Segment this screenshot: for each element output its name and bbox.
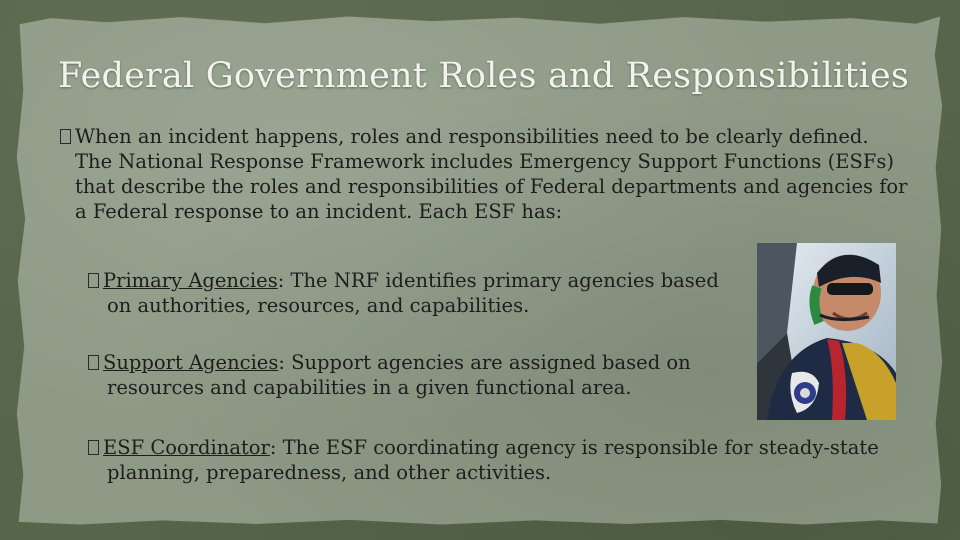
slide-title: Federal Government Roles and Responsibilities	[58, 56, 910, 96]
coordinator-photo	[757, 243, 896, 420]
checkbox-bullet-icon	[88, 355, 99, 370]
item-text: : The ESF coordinating agency is responsible for steady-state planning, preparedness, and other activities.	[107, 436, 879, 484]
item-term: Primary Agencies	[103, 269, 278, 292]
list-item	[88, 268, 747, 318]
item-text: : The NRF identifies primary agencies based on authorities, resources, and capabilities.	[107, 269, 719, 317]
checkbox-bullet-icon	[88, 273, 99, 288]
slide-body	[60, 124, 910, 484]
intro-text: When an incident happens, roles and responsibilities need to be clearly defined. The National Response Framework includes Emergency Support Functions (ESFs) that describe the roles and responsibilities of Federal departments and agencies for a Federal response to an incident. Each ESF has:	[75, 125, 908, 223]
item-term: Support Agencies	[103, 351, 279, 374]
person-with-headset-image	[757, 243, 896, 420]
list-item	[88, 350, 747, 400]
list-item	[88, 435, 887, 485]
item-term: ESF Coordinator	[103, 436, 270, 459]
item-text: : Support agencies are assigned based on resources and capabilities in a given functional area.	[107, 351, 691, 399]
checkbox-bullet-icon	[88, 440, 99, 455]
checkbox-bullet-icon	[60, 129, 71, 144]
intro-paragraph	[60, 124, 910, 224]
